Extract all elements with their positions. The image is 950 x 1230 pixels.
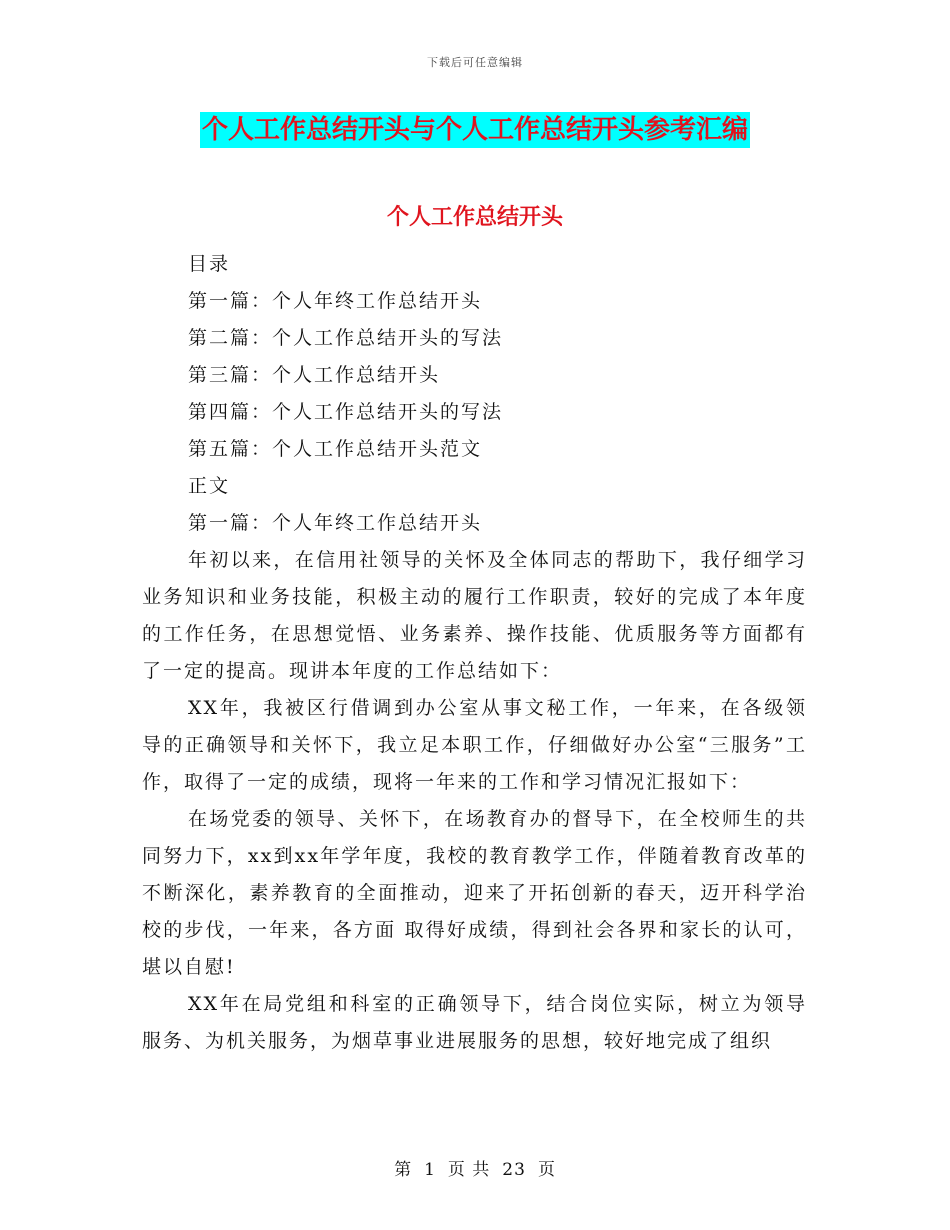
paragraph: 年初以来，在信用社领导的关怀及全体同志的帮助下，我仔细学习业务知识和业务技能，积极主动的履行工作职责，较好的完成了本年度的工作任务，在思想觉悟、业务素养、操作技能、优质服务等方面都有了一定的提高。现讲本年度的工作总结如下： [142,549,807,682]
toc-item: 第三篇：个人工作总结开头 [188,364,441,386]
sub-title: 个人工作总结开头 [386,204,563,230]
toc-item: 第四篇：个人工作总结开头的写法 [188,401,504,423]
toc-item: 第五篇：个人工作总结开头范文 [188,438,483,460]
section-heading: 第一篇：个人年终工作总结开头 [188,512,483,534]
main-title: 个人工作总结开头与个人工作总结开头参考汇编 [200,112,750,148]
page-suffix: 页 [537,1160,556,1180]
document-body [142,246,807,1060]
page-prefix: 第 [394,1160,413,1180]
toc-item: 第二篇：个人工作总结开头的写法 [188,327,504,349]
toc-label: 目录 [188,253,231,275]
toc-item: 第一篇：个人年终工作总结开头 [188,290,483,312]
paragraph: 在场党委的领导、关怀下，在场教育办的督导下，在全校师生的共同努力下，xx到xx年学年度，我校的教育教学工作，伴随着教育改革的不断深化，素养教育的全面推动，迎来了开拓创新的春天，迈开科学治校的步伐，一年来，各方面 取得好成绩，得到社会各界和家长的认可，堪以自慰! [142,808,807,978]
page-total: 23 [502,1160,526,1180]
paragraph: XX年，我被区行借调到办公室从事文秘工作，一年来，在各级领导的正确领导和关怀下，我立足本职工作，仔细做好办公室“三服务”工作，取得了一定的成绩，现将一年来的工作和学习情况汇报如下： [142,697,807,793]
main-title-container [0,112,950,148]
page-mid: 页 共 [447,1160,491,1180]
body-label: 正文 [188,475,231,497]
page-footer [0,1155,950,1180]
paragraph: XX年在局党组和科室的正确领导下，结合岗位实际，树立为领导服务、为机关服务，为烟草事业进展服务的思想，较好地完成了组织 [142,993,807,1052]
header-note: 下载后可任意编辑 [427,56,523,69]
page-current: 1 [424,1160,436,1180]
